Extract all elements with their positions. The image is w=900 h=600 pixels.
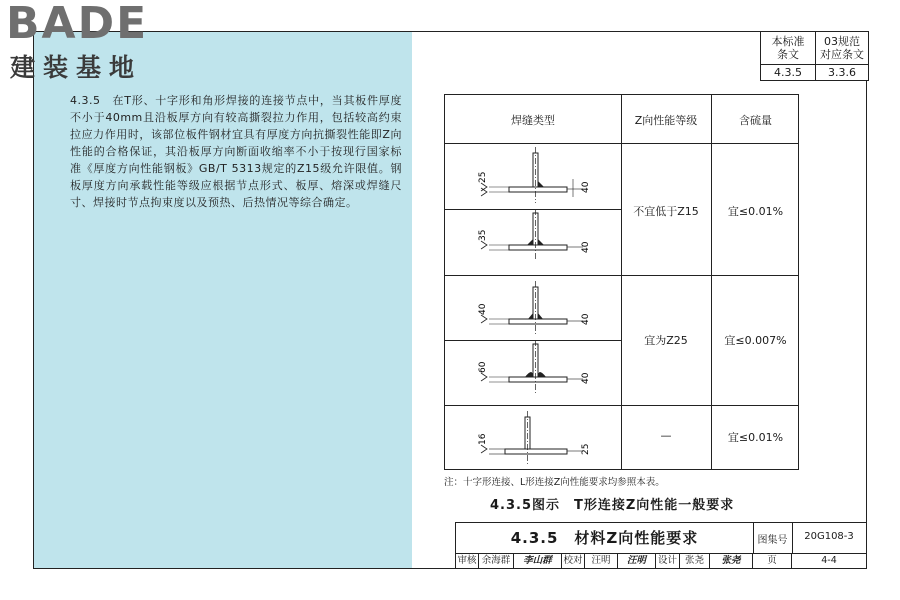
weld-diagram-row3 — [445, 275, 621, 340]
checker-name: 汪明 — [585, 553, 618, 568]
dim-plate-row2: 35 — [478, 229, 488, 241]
checker-signature: 汪明 — [618, 553, 656, 568]
ref-col1-value: 4.3.5 — [761, 65, 816, 81]
weld-diagram-row5 — [445, 405, 621, 471]
weld-requirements-table — [444, 94, 799, 470]
designer-signature: 张尧 — [710, 553, 753, 568]
designer-name: 张尧 — [680, 553, 710, 568]
header-sulfur: 含硫量 — [739, 114, 772, 127]
figure-caption: 4.3.5图示 T形连接Z向性能一般要求 — [490, 498, 735, 513]
sulfur-001: 宜≤0.01% — [727, 205, 784, 218]
dim-branch-row4: 40 — [581, 372, 591, 384]
grade-none: — — [660, 429, 672, 442]
weld-diagram-row4 — [445, 340, 621, 405]
page-label: 页 — [753, 553, 792, 568]
grade-z25: 宜为Z25 — [644, 334, 688, 347]
clause-text: 4.3.5 在T形、十字形和角形焊接的连接节点中，当其板件厚度不小于40mm且沿板厚方向有较高撕裂拉力作用，包括较高约束拉应力作用时，该部位板件钢材宜具有厚度方向抗撕裂性能即Z向性能的合格保证，其沿板厚方向断面收缩率不小于按现行国家标准《厚度方向性能钢板》GB/T 5313规定的Z15级允许限值。钢板厚度方向承载性能等级应根据节点形式、板厚、熔深或焊缝尺寸、焊接时节点拘束度以及预热、后热情况等综合确定。 — [70, 94, 402, 209]
weld-diagram-row2 — [445, 209, 621, 275]
drawing-title: 4.3.5 材料Z向性能要求 — [456, 523, 754, 553]
dim-branch-row1: 40 — [581, 181, 591, 193]
logo-word: BADE — [6, 0, 149, 49]
dim-branch-row2: 40 — [581, 241, 591, 253]
header-weld-type: 焊缝类型 — [511, 114, 555, 127]
dim-branch-row3: 40 — [581, 313, 591, 325]
atlas-label: 图集号 — [757, 535, 788, 546]
check-label: 校对 — [562, 553, 585, 568]
dim-plate-row3: 40 — [478, 303, 488, 315]
bade-logo — [0, 0, 180, 82]
reference-table — [760, 31, 869, 81]
ref-col1-header: 本标准 条文 — [761, 32, 816, 65]
dim-plate-row1: 25 — [478, 171, 488, 183]
page-number: 4-4 — [821, 555, 837, 566]
title-block — [455, 522, 867, 569]
atlas-number: 20G108-3 — [804, 531, 854, 542]
weld-diagram-row1 — [445, 143, 621, 209]
logo-subtitle: 建装基地 — [10, 53, 143, 82]
reviewer-name: 余海群 — [479, 553, 514, 568]
sulfur-0007: 宜≤0.007% — [724, 334, 787, 347]
ref-col2-value: 3.3.6 — [816, 65, 869, 81]
design-label: 设计 — [656, 553, 680, 568]
dim-plate-row5: 16 — [478, 433, 488, 445]
review-label: 审核 — [456, 553, 479, 568]
sulfur-001-b: 宜≤0.01% — [727, 431, 784, 444]
dim-branch-row5: 25 — [581, 443, 591, 455]
ref-col2-header: 03规范 对应条文 — [816, 32, 869, 65]
reviewer-signature: 李山群 — [514, 553, 562, 568]
table-note: 注：十字形连接、L形连接Z向性能要求均参照本表。 — [444, 477, 665, 488]
header-z-grade: Z向性能等级 — [634, 114, 698, 127]
grade-z15: 不宜低于Z15 — [633, 205, 699, 218]
dim-plate-row4: 60 — [478, 361, 488, 373]
